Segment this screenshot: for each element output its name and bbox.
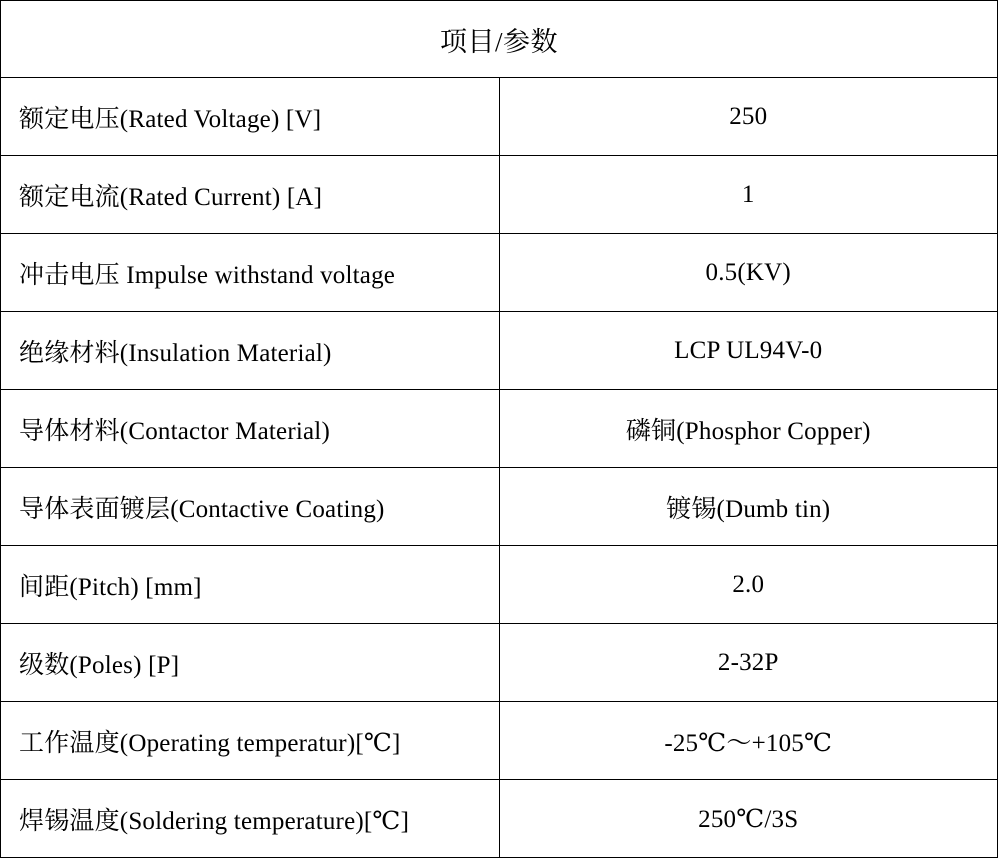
parameter-label: 导体表面镀层(Contactive Coating) <box>1 468 500 546</box>
parameter-value: 2-32P <box>499 624 998 702</box>
parameter-label: 级数(Poles) [P] <box>1 624 500 702</box>
parameter-value: 250℃/3S <box>499 780 998 858</box>
parameter-value: 250 <box>499 78 998 156</box>
table-row <box>1 78 998 156</box>
table-row <box>1 624 998 702</box>
table-row <box>1 702 998 780</box>
parameter-value: 磷铜(Phosphor Copper) <box>499 390 998 468</box>
table-row <box>1 468 998 546</box>
parameter-label: 冲击电压 Impulse withstand voltage <box>1 234 500 312</box>
table-row <box>1 234 998 312</box>
table-row <box>1 156 998 234</box>
table-row <box>1 780 998 858</box>
parameter-value: 0.5(KV) <box>499 234 998 312</box>
parameter-label: 导体材料(Contactor Material) <box>1 390 500 468</box>
parameter-value: 1 <box>499 156 998 234</box>
parameter-value: LCP UL94V-0 <box>499 312 998 390</box>
table-row <box>1 390 998 468</box>
parameter-label: 间距(Pitch) [mm] <box>1 546 500 624</box>
parameter-value: -25℃～+105℃ <box>499 702 998 780</box>
table-row <box>1 312 998 390</box>
table-row <box>1 546 998 624</box>
parameter-value: 2.0 <box>499 546 998 624</box>
parameter-label: 焊锡温度(Soldering temperature)[℃] <box>1 780 500 858</box>
parameter-value: 镀锡(Dumb tin) <box>499 468 998 546</box>
table-header-title: 项目/参数 <box>1 1 998 78</box>
parameter-label: 工作温度(Operating temperatur)[℃] <box>1 702 500 780</box>
parameter-label: 绝缘材料(Insulation Material) <box>1 312 500 390</box>
parameter-label: 额定电流(Rated Current) [A] <box>1 156 500 234</box>
parameter-label: 额定电压(Rated Voltage) [V] <box>1 78 500 156</box>
table-header-row <box>1 1 998 78</box>
